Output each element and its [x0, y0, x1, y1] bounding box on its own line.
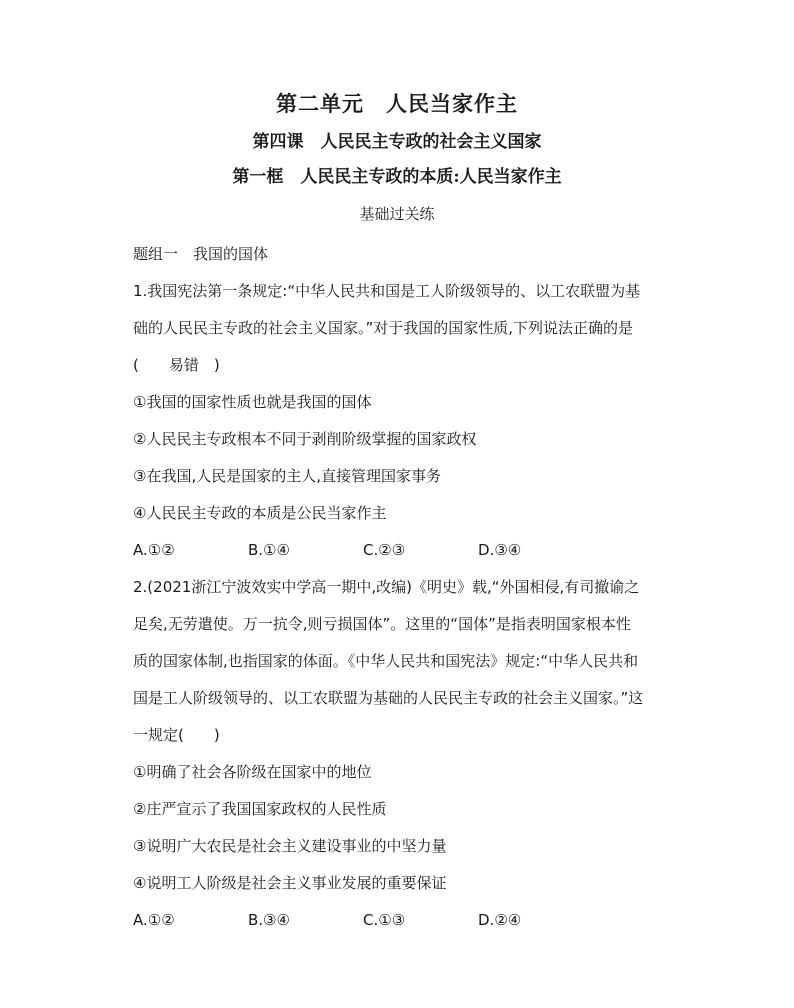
- q2-options: [133, 902, 673, 939]
- q1-option-d: D.③④: [478, 541, 522, 559]
- q1-options: [133, 532, 673, 569]
- q1-stem-line-3: ( 易错 ): [133, 356, 220, 374]
- q2-option-a: A.①②: [133, 911, 175, 929]
- section-title: 第一框 人民民主专政的本质:人民当家作主: [232, 167, 562, 187]
- q1-statement-4: ④人民民主专政的本质是公民当家作主: [133, 504, 387, 522]
- group-label: 题组一 我国的国体: [133, 245, 269, 263]
- question-content: [133, 236, 673, 939]
- q1-option-c: C.②③: [363, 541, 406, 559]
- unit-title: 第二单元 人民当家作主: [276, 91, 518, 116]
- q2-stem-line-4: 国是工人阶级领导的、以工农联盟为基础的人民民主专政的社会主义国家。”这: [133, 689, 644, 707]
- q2-statement-1: ①明确了社会各阶级在国家中的地位: [133, 763, 372, 781]
- q2-stem-line-2: 足矣,无劳遣使。万一抗令,则亏损国体”。这里的“国体”是指表明国家根本性: [133, 615, 631, 633]
- q2-option-b: B.③④: [248, 911, 290, 929]
- q1-statement-2: ②人民民主专政根本不同于剥削阶级掌握的国家政权: [133, 430, 477, 448]
- q1-option-a: A.①②: [133, 541, 175, 559]
- q1-stem-line-2: 础的人民民主专政的社会主义国家。”对于我国的国家性质,下列说法正确的是: [133, 319, 634, 337]
- q2-statement-2: ②庄严宣示了我国国家政权的人民性质: [133, 800, 387, 818]
- q1-statement-1: ①我国的国家性质也就是我国的国体: [133, 393, 372, 411]
- q2-stem-line-3: 质的国家体制,也指国家的体面。《中华人民共和国宪法》规定:“中华人民共和: [133, 652, 639, 670]
- q1-stem-line-1: 1.我国宪法第一条规定:“中华人民共和国是工人阶级领导的、以工农联盟为基: [133, 282, 641, 300]
- q1-option-b: B.①④: [248, 541, 290, 559]
- exercise-label: 基础过关练: [359, 205, 435, 223]
- lesson-title: 第四课 人民民主专政的社会主义国家: [252, 132, 542, 152]
- q2-stem-line-5: 一规定( ): [133, 726, 220, 744]
- q2-option-d: D.②④: [478, 911, 522, 929]
- q2-option-c: C.①③: [363, 911, 406, 929]
- q2-stem-line-1: 2.(2021浙江宁波效实中学高一期中,改编)《明史》载,“外国相侵,有司撤谕之: [133, 578, 640, 596]
- q2-statement-4: ④说明工人阶级是社会主义事业发展的重要保证: [133, 874, 447, 892]
- q2-statement-3: ③说明广大农民是社会主义建设事业的中坚力量: [133, 837, 447, 855]
- q1-statement-3: ③在我国,人民是国家的主人,直接管理国家事务: [133, 467, 441, 485]
